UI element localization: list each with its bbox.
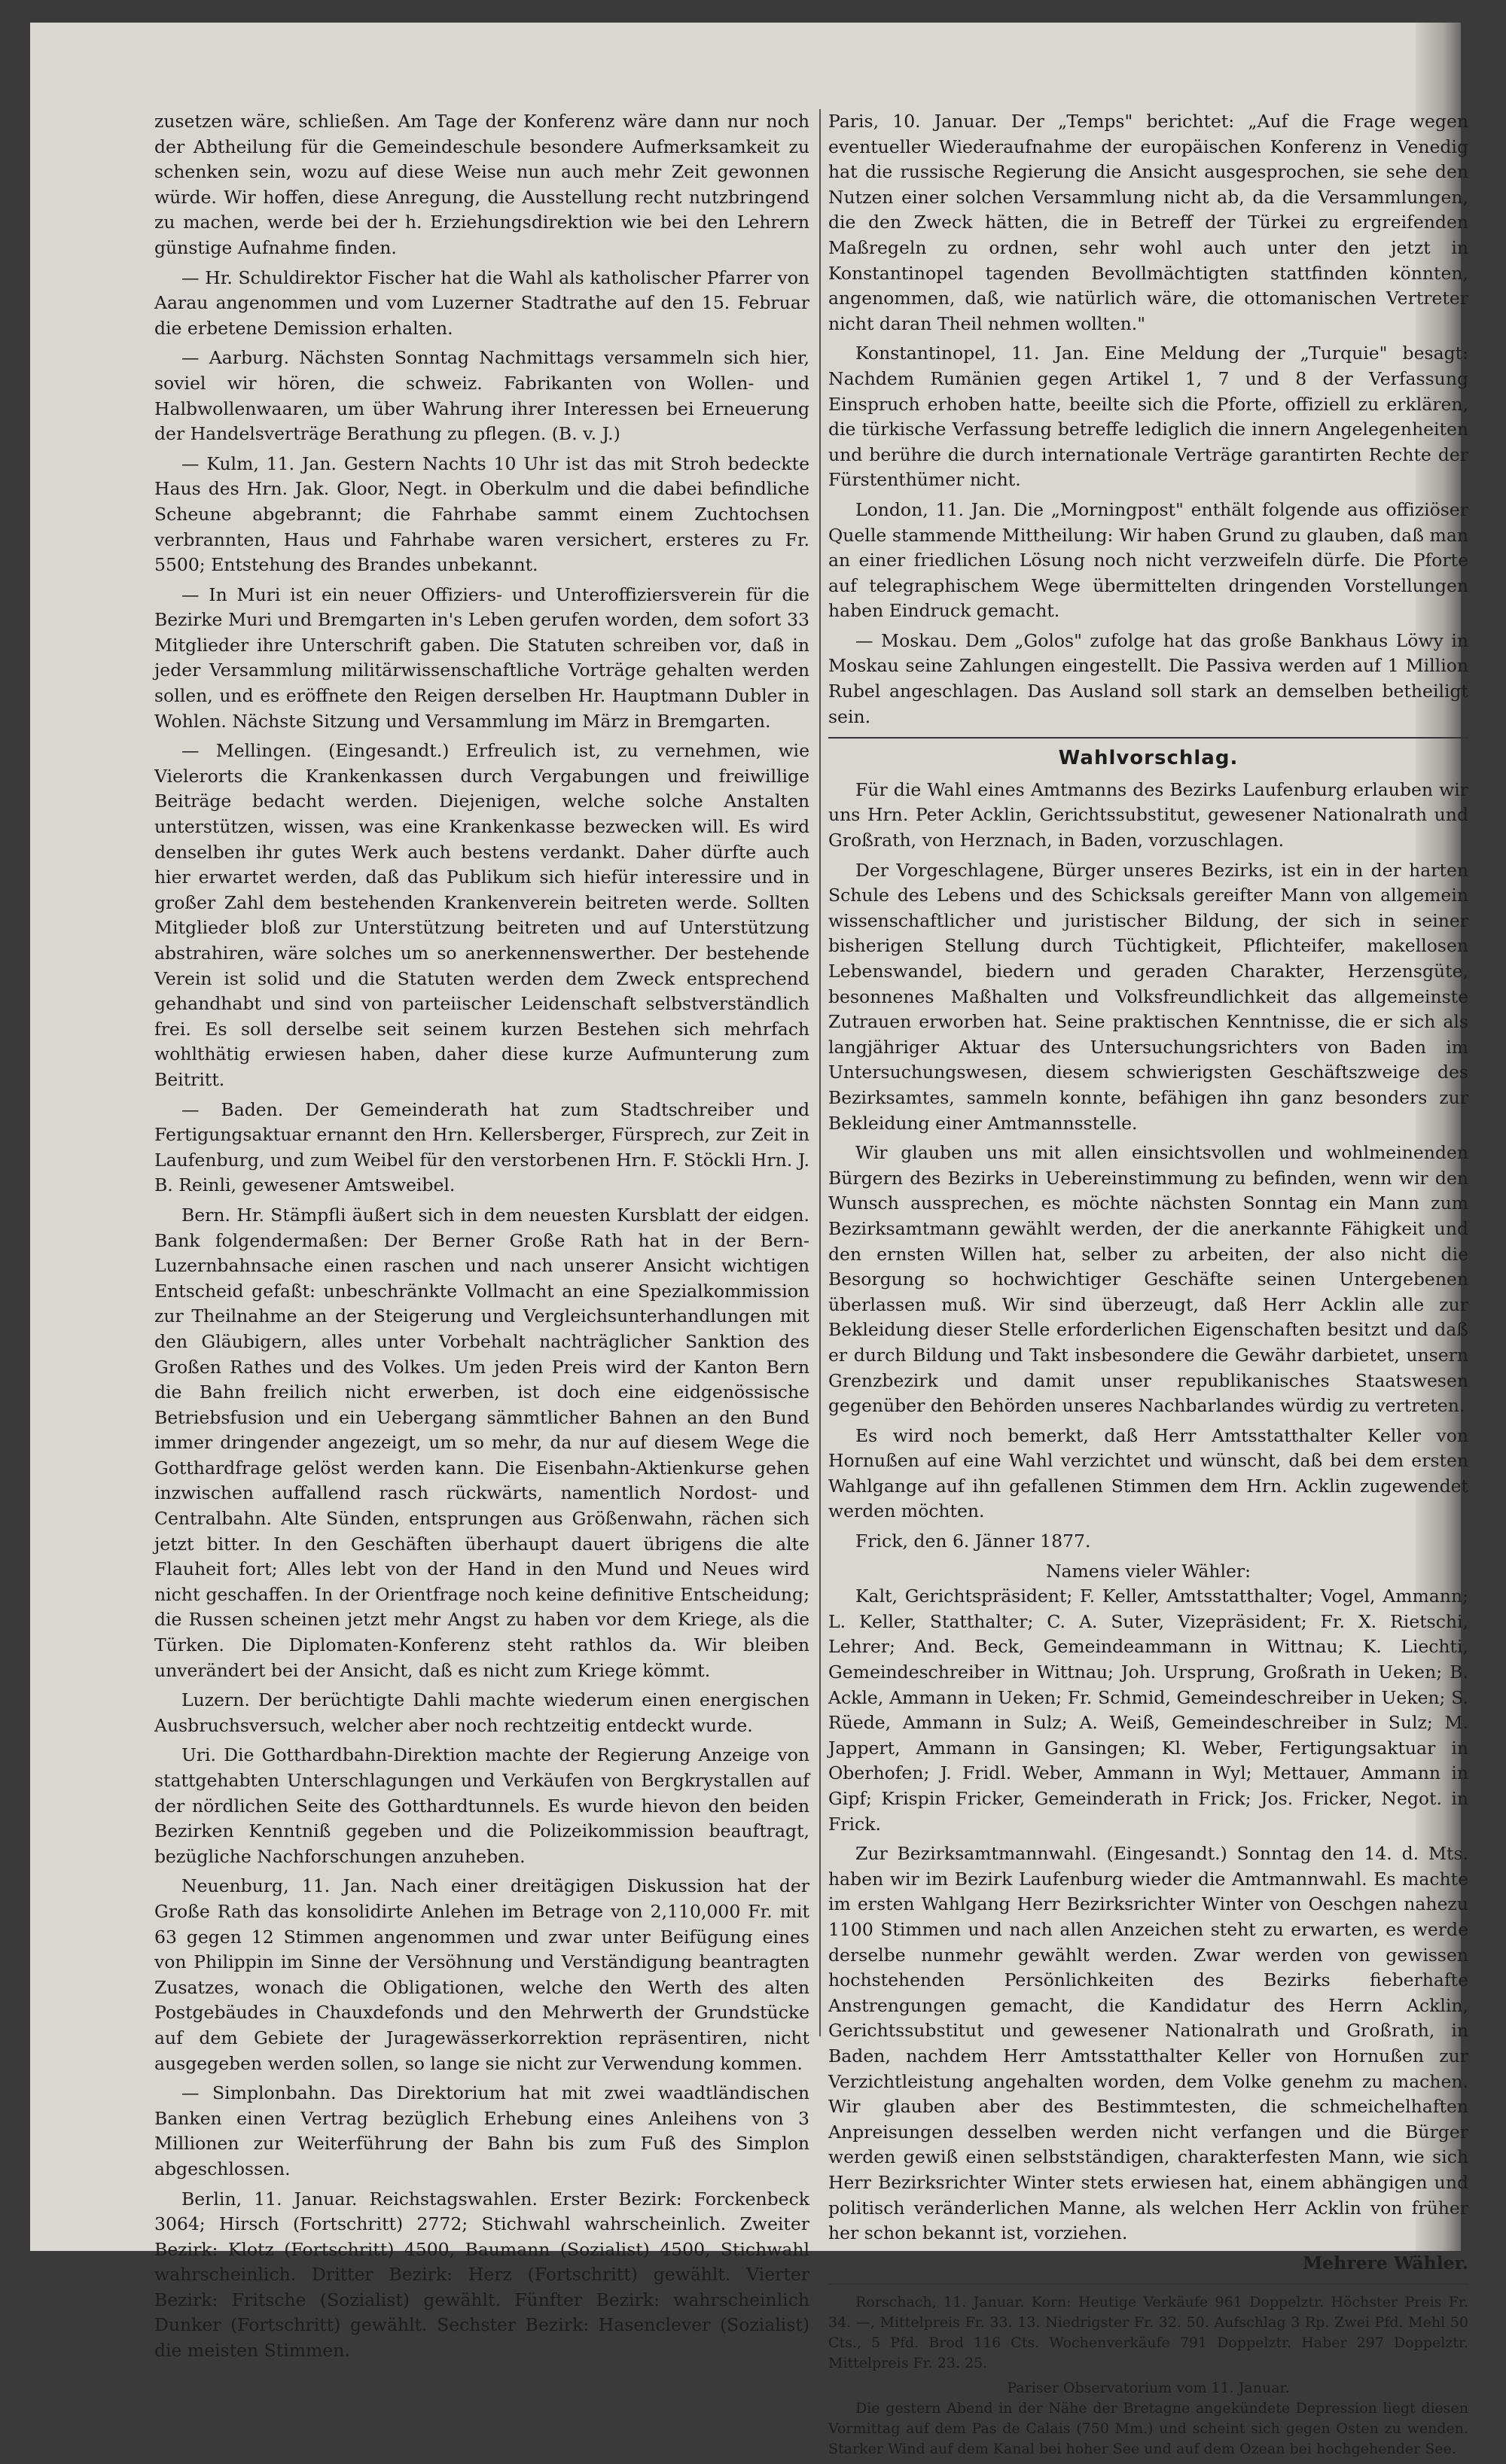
article: — Simplonbahn. Das Direktorium hat mit zwei waadtländischen Banken einen Vertrag bezüglich Erhebung eines Anleihens von 3 Millionen zur Weiterführung der Bahn bis zum Fuß des Simplon abgeschlossen. — [154, 2082, 809, 2179]
observatory-heading: Pariser Observatorium vom 11. Januar. — [1007, 2380, 1290, 2397]
wahl-heading: Wahlvorschlag. — [1058, 747, 1239, 770]
article: Uri. Die Gotthardbahn-Direktion machte der Regierung Anzeige von stattgehabten Unterschlagungen und Verkäufen von Bergkrystallen auf der nördlichen Seite des Gotthardtunnels. Es wurde hievon den beiden Bezirken Kenntniß gegeben und die Polizeikommission beauftragt, bezügliche Nachforschungen anzuheben. — [154, 1744, 809, 1867]
bezirk-signature: Mehrere Wähler. — [1303, 2252, 1468, 2274]
article: — Mellingen. (Eingesandt.) Erfreulich ist, zu vernehmen, wie Vielerorts die Krankenkassen durch Vergabungen und freiwillige Beiträge bedacht werden. Diejenigen, welche solche Anstalten unterstützen, wissen, was eine Krankenkasse bezwecken will. Es wird denselben ihr gutes Werk auch bestens verdankt. Daher dürfte auch hier erwartet werden, daß das Publikum sich hiefür interessire und in großer Zahl dem bestehenden Krankenverein beitreten werde. Sollten Mitglieder bloß zur Unterstützung beitreten und auf Unterstützung abstrahiren, wäre solches um so anerkennenswerther. Der bestehende Verein ist solid und die Statuten werden dem Zweck entsprechend gehandhabt und sind von parteiischer Leidenschaft selbstverständlich frei. Es soll derselbe seit seinem kurzen Bestehen sich mehrfach wohlthätig erwiesen haben, daher diese kurze Aufmunterung zum Beitritt. — [154, 740, 809, 1090]
left-column — [154, 109, 809, 2368]
article: — Kulm, 11. Jan. Gestern Nachts 10 Uhr ist das mit Stroh bedeckte Haus des Hrn. Jak. Gloor, Negt. in Oberkulm und die dabei befindliche Scheune abgebrannt; die Fahrhabe sammt einem Zuchtochsen verbrannten, Haus und Fahrhabe waren versichert, ersteres zu Fr. 5500; Entstehung des Brandes unbekannt. — [154, 452, 809, 576]
wahl-date: Frick, den 6. Jänner 1877. — [855, 1530, 1091, 1552]
wahl-paragraph: Für die Wahl eines Amtmanns des Bezirks Laufenburg erlauben wir uns Hrn. Peter Acklin, Gerichtssubstitut, gewesener Nationalrath und Großrath, von Herznach, in Baden, vorzuschlagen. — [828, 778, 1468, 851]
wahl-names: Kalt, Gerichtspräsident; F. Keller, Amtsstatthalter; Vogel, Ammann; L. Keller, Statthalter; C. A. Suter, Vizepräsident; Fr. X. Rietschi, Lehrer; And. Beck, Gemeindeammann in Wittnau; K. Liechti, Gemeindeschreiber in Wittnau; Joh. Ursprung, Großrath in Ueken; B. Ackle, Ammann in Ueken; Fr. Schmid, Gemeindeschreiber in Ueken; S. Rüede, Ammann in Sulz; A. Weiß, Gemeindeschreiber in Sulz; M. Jappert, Ammann in Gansingen; Kl. Weber, Fertigungsaktuar in Oberhofen; J. Fridl. Weber, Ammann in Wyl; Mettauer, Ammann in Gipf; Krispin Fricker, Gemeinderath in Frick; Jos. Fricker, Negot. in Frick. — [828, 1585, 1468, 1835]
article: Berlin, 11. Januar. Reichstagswahlen. Erster Bezirk: Forckenbeck 3064; Hirsch (Fortschritt) 2772; Stichwahl wahrscheinlich. Zweiter Bezirk: Klotz (Fortschritt) 4500, Baumann (Sozialist) 4500, Stichwahl wahrscheinlich. Dritter Bezirk: Herz (Fortschritt) gewählt. Vierter Bezirk: Fritsche (Sozialist) gewählt. Fünfter Bezirk: wahrscheinlich Dunker (Fortschritt) gewählt. Sechster Bezirk: Hasenclever (Sozialist) die meisten Stimmen. — [154, 2188, 809, 2362]
column-divider — [819, 109, 821, 2036]
article: — Baden. Der Gemeinderath hat zum Stadtschreiber und Fertigungsaktuar ernannt den Hrn. Kellersberger, Fürsprech, zur Zeit in Laufenburg, und zum Weibel für den verstorbenen Hrn. F. Stöckli Hrn. J. B. Reinli, gewesener Amtsweibel. — [154, 1098, 809, 1196]
observatory-report: Die gestern Abend in der Nähe der Bretagne angekündete Depression liegt diesen Vormittag auf dem Pas de Calais (750 Mm.) und scheint sich gegen Osten zu wenden. Starker Wind auf dem Kanal bei hoher See und auf dem Ozean bei hochgehender See. — [828, 2400, 1468, 2458]
article: zusetzen wäre, schließen. Am Tage der Konferenz wäre dann nur noch der Abtheilung für die Gemeindeschule besondere Aufmerksamkeit zu schenken sein, wozu auf diese Weise nun auch mehr Zeit gewonnen würde. Wir hoffen, diese Anregung, die Ausstellung recht nutzbringend zu machen, werde bei der h. Erziehungsdirektion wie bei den Lehrern günstige Aufnahme finden. — [154, 111, 809, 258]
article: — In Muri ist ein neuer Offiziers- und Unteroffiziersverein für die Bezirke Muri und Bremgarten in's Leben gerufen worden, dem sofort 33 Mitglieder ihre Unterschrift gaben. Die Statuten schreiben vor, daß in jeder Versammlung militärwissenschaftliche Vorträge gehalten werden sollen, und es eröffnete den Reigen derselben Hr. Hauptmann Dubler in Wohlen. Nächste Sitzung und Versammlung im März in Bremgarten. — [154, 583, 809, 732]
article: Bern. Hr. Stämpfli äußert sich in dem neuesten Kursblatt der eidgen. Bank folgendermaßen: Der Berner Große Rath hat in der Bern-Luzernbahnsache einen raschen und nach unserer Ansicht wichtigen Entscheid gefaßt: unbeschränkte Vollmacht an eine Spezialkommission zur Theilnahme an der Steigerung und Vergleichsunterhandlungen mit den Gläubigern, alles unter Vorbehalt nachträglicher Sanktion des Großen Rathes und des Volkes. Um jeden Preis wird der Kanton Bern die Bahn freilich nicht erwerben, ist doch eine eidgenössische Betriebsfusion und ein Uebergang sämmtlicher Bahnen an den Bund immer dringender angezeigt, um so mehr, da nur auf diesem Wege die Gotthardfrage gelöst werden kann. Die Eisenbahn-Aktienkurse gehen inzwischen auffallend rasch rückwärts, namentlich Nordost- und Centralbahn. Alte Sünden, entsprungen aus Größenwahn, rächen sich jetzt bitter. In den Geschäften überhaupt dauert übrigens die alte Flauheit fort; Alles lebt von der Hand in den Mund und Neues wird nicht geschaffen. In der Orientfrage noch keine definitive Entscheidung; die Russen scheinen jetzt mehr Angst zu haben vor dem Kriege, als die Türken. Die Diplomaten-Konferenz steht rathlos da. Wir bleiben unverändert bei der Ansicht, daß es nicht zum Kriege kömmt. — [154, 1204, 809, 1681]
article: — Moskau. Dem „Golos" zufolge hat das große Bankhaus Löwy in Moskau seine Zahlungen eingestellt. Die Passiva werden auf 1 Million Rubel angeschlagen. Das Ausland soll stark an demselben betheiligt sein. — [828, 629, 1468, 727]
market-report: Rorschach, 11. Januar. Korn: Heutige Verkäufe 961 Doppelztr. Höchster Preis Fr. 34. —, Mittelpreis Fr. 33. 13. Niedrigster Fr. 32. 50. Aufschlag 3 Rp. Zwei Pfd. Mehl 50 Cts., 5 Pfd. Brod 116 Cts. Wochenverkäufe 791 Doppelztr. Haber 297 Doppelztr. Mittelpreis Fr. 23. 25. — [828, 2294, 1468, 2372]
article: Konstantinopel, 11. Jan. Eine Meldung der „Turquie" besagt: Nachdem Rumänien gegen Artikel 1, 7 und 8 der Verfassung Einspruch erhoben hatte, beeilte sich die Pforte, offiziell zu erklären, die türkische Verfassung betreffe lediglich die innern Angelegenheiten und berühre die durch internationale Verträge garantirten Rechte der Fürstenthümer nicht. — [828, 343, 1468, 491]
newspaper-page — [30, 23, 1468, 2458]
bezirk-article: Zur Bezirksamtmannwahl. (Eingesandt.) Sonntag den 14. d. Mts. haben wir im Bezirk Laufenburg wieder die Amtmannwahl. Es machte im ersten Wahlgang Herr Bezirksrichter Winter von Oeschgen nahezu 1100 Stimmen und nach allen Anzeichen steht zu erwarten, es werde derselbe nunmehr gewählt werden. Zwar werden von gewissen hochstehenden Persönlichkeiten des Bezirks fieberhafte Anstrengungen gemacht, die Kandidatur des Herrn Acklin, Gerichtssubstitut und gewesener Nationalrath und Großrath, in Baden, nachdem Herr Amtsstatthalter Keller von Hornußen zur Verzichtleistung angehalten worden, dem Volke genehm zu machen. Wir glauben aber des Bestimmtesten, die schmeichelhaften Anpreisungen desselben werden nicht verfangen und die Bürger werden gewiß einen selbstständigen, charakterfesten Mann, wie sich Herr Bezirksrichter Winter stets erwiesen hat, einem abhängigen und politisch veränderlichen Manne, als welchen Herr Acklin von früher her schon bekannt ist, vorziehen. — [828, 1843, 1468, 2244]
article: London, 11. Jan. Die „Morningpost" enthält folgende aus offiziöser Quelle stammende Mittheilung: Wir haben Grund zu glauben, daß man an einer friedlichen Lösung noch nicht verzweifeln dürfe. Die Pforte auf telegraphischem Wege übermittelten dringenden Vorstellungen haben Eindruck gemacht. — [828, 498, 1468, 622]
section-rule — [828, 737, 1468, 739]
article: Paris, 10. Januar. Der „Temps" berichtet: „Auf die Frage wegen eventueller Wiederaufnahme der europäischen Konferenz in Venedig hat die russische Regierung die Ansicht ausgesprochen, sie sehe den Nutzen einer solchen Versammlung nicht ab, da die Versammlungen, die den Zweck hätten, die in Betreff der Türkei zu ergreifenden Maßregeln zu ordnen, sehr wohl auch unter den jetzt in Konstantinopel tagenden Bevollmächtigten stattfinden könnten, angenommen, daß, wie natürlich wäre, die ottomanischen Vertreter nicht daran Theil nehmen wollten." — [828, 111, 1468, 334]
wahl-paragraph: Wir glauben uns mit allen einsichtsvollen und wohlmeinenden Bürgern des Bezirks in Uebereinstimmung zu befinden, wenn wir den Wunsch aussprechen, es möchte nächsten Sonntag ein Mann zum Bezirksamtmann gewählt werden, der die anerkannte Fähigkeit und den ernsten Willen hat, selber zu arbeiten, der also nicht die Besorgung so hochwichtiger Geschäfte seinen Untergebenen überlassen muß. Wir sind überzeugt, daß Herr Acklin alle zur Bekleidung dieser Stelle erforderlichen Eigenschaften besitzt und daß er durch Bildung und Takt insbesondere die Gewähr darbietet, unsern Grenzbezirk und damit unser republikanisches Staatswesen gegenüber den Behörden unseres Nachbarlandes würdig zu vertreten. — [828, 1142, 1468, 1417]
wahl-paragraph: Es wird noch bemerkt, daß Herr Amtsstatthalter Keller von Hornußen auf eine Wahl verzichtet und wünscht, daß bei dem ersten Wahlgange auf ihn gefallenen Stimmen dem Hrn. Acklin zugewendet werden möchten. — [828, 1424, 1468, 1522]
wahl-namens: Namens vieler Wähler: — [1045, 1560, 1251, 1582]
section-rule — [828, 2283, 1468, 2285]
article: Luzern. Der berüchtigte Dahli machte wiederum einen energischen Ausbruchsversuch, welcher aber noch rechtzeitig entdeckt wurde. — [154, 1689, 809, 1736]
wahl-paragraph: Der Vorgeschlagene, Bürger unseres Bezirks, ist ein in der harten Schule des Lebens und des Schicksals gereifter Mann von allgemein wissenschaftlicher und juristischer Bildung, der sich in seiner bisherigen Stellung durch Tüchtigkeit, Pflichteifer, makellosen Lebenswandel, biedern und geraden Charakter, Herzensgüte, besonnenes Maßhalten und Volksfreundlichkeit das allgemeinste Zutrauen erworben hat. Seine praktischen Kenntnisse, die er sich als langjähriger Aktuar des Untersuchungsrichters von Baden im Untersuchungswesen, diesem schwierigsten Geschäftszweige des Bezirksamtes, sammeln konnte, befähigen ihn ganz besonders zur Bekleidung einer Amtmannsstelle. — [828, 859, 1468, 1134]
article: Neuenburg, 11. Jan. Nach einer dreitägigen Diskussion hat der Große Rath das konsolidirte Anlehen im Betrage von 2,110,000 Fr. mit 63 gegen 12 Stimmen angenommen und zwar unter Beifügung eines von Philippin im Sinne der Versöhnung und Verständigung beantragten Zusatzes, wonach die Obligationen, welche den Werth des alten Postgebäudes in Chauxdefonds und den Mehrwerth der Grundstücke auf dem Gebiete der Juragewässerkorrektion repräsentiren, nicht ausgegeben werden sollen, so lange sie nicht zur Verwendung kommen. — [154, 1875, 809, 2074]
article: — Aarburg. Nächsten Sonntag Nachmittags versammeln sich hier, soviel wir hören, die schweiz. Fabrikanten von Wollen- und Halbwollenwaaren, um über Wahrung ihrer Interessen bei Erneuerung der Handelsverträge Berathung zu pflegen. (B. v. J.) — [154, 347, 809, 445]
article: — Hr. Schuldirektor Fischer hat die Wahl als katholischer Pfarrer von Aarau angenommen und vom Luzerner Stadtrathe auf den 15. Februar die erbetene Demission erhalten. — [154, 267, 809, 339]
right-column — [828, 109, 1468, 2464]
